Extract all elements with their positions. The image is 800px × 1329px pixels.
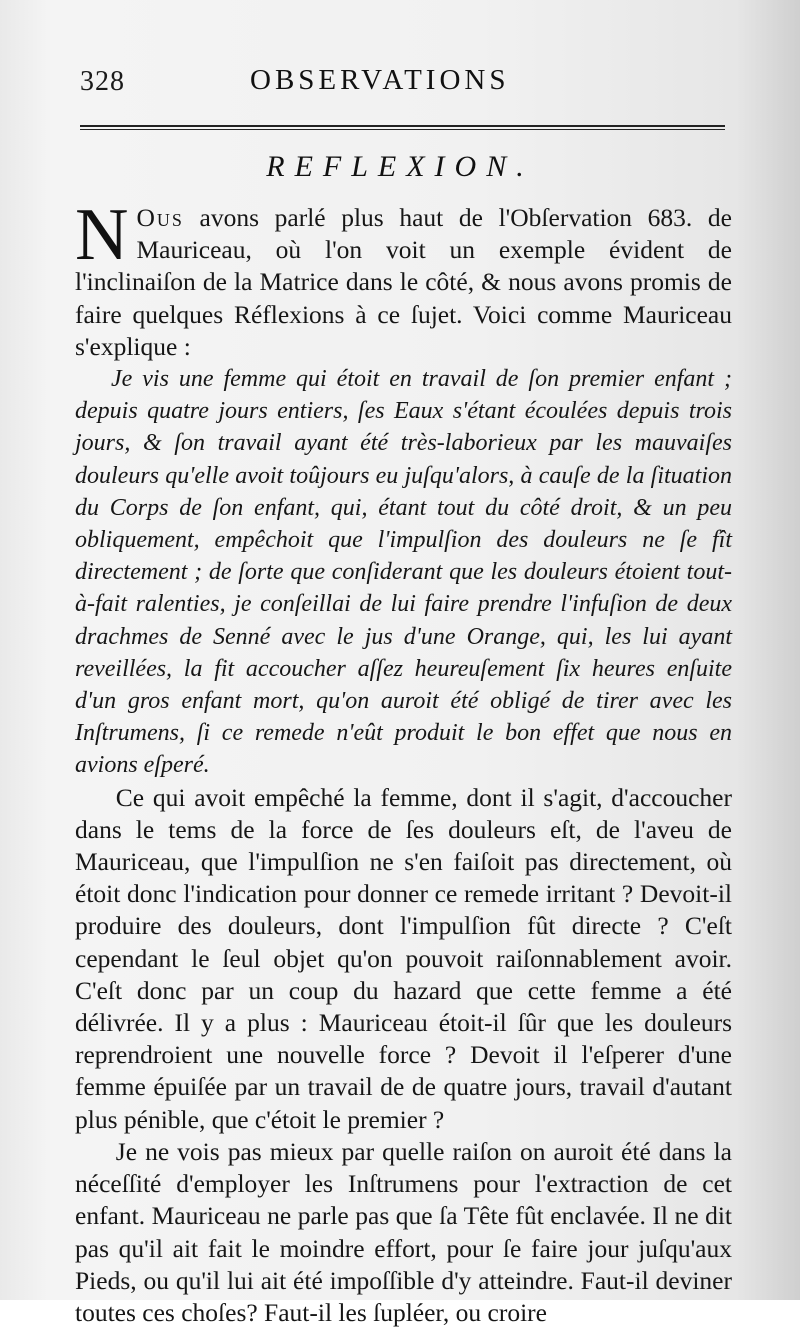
running-title: OBSERVATIONS <box>250 64 510 96</box>
page-number: 328 <box>80 66 125 97</box>
paragraph-4: Je ne vois pas mieux par quelle raiſon on auroit été dans la néceſſité d'employer les Inſtrumens pour l'extraction de cet enfant. Mauriceau ne parle pas que ſa Tête fût enclavée. Il ne dit pas qu'il ait fait le moindre effort, pour ſe faire jour juſqu'aux Pieds, ou qu'il lui ait été impoſſible d'y atteindre. Faut-il deviner toutes ces choſes? Faut-il les ſupléer, ou croire <box>75 1136 732 1327</box>
paragraph-intro-text: avons parlé plus haut de l'Obſervation 683. de Mauriceau, où l'on voit un exemple évident de l'inclinaiſon de la Matrice dans le côté, & nous avons promis de faire quelques Réflexions à ce ſujet. Voici comme Mauriceau s'explique : <box>75 203 732 361</box>
body-text <box>75 194 732 1329</box>
section-title: REFLEXION. <box>266 150 534 183</box>
page-header <box>80 62 724 102</box>
header-rule <box>80 125 725 130</box>
paragraph-3: Ce qui avoit empêché la femme, dont il s'agit, d'accoucher dans le tems de la force de ſes douleurs eſt, de l'aveu de Mauriceau, que l'impulſion ne s'en faiſoit pas directement, où étoit donc l'indication pour donner ce remede irritant ? Devoit-il produire des douleurs, dont l'impulſion fût directe ? C'eſt cependant le ſeul objet qu'on pouvoit raiſonnablement avoir. C'eſt donc par un coup du hazard que cette femme a été délivrée. Il y a plus : Mauriceau étoit-il ſûr que les douleurs reprendroient une nouvelle force ? Devoit il l'eſperer d'une femme épuiſée par un travail de de quatre jours, travail d'autant plus pénible, que c'étoit le premier ? <box>75 782 732 1134</box>
drop-cap: N <box>75 194 129 276</box>
quotation: Je vis une femme qui étoit en travail de ſon premier enfant ; depuis quatre jours entiers, ſes Eaux s'étant écoulées depuis trois jours, & ſon travail ayant été très-laborieux par les mauvaiſes douleurs qu'elle avoit toûjours eu juſqu'alors, à cauſe de la ſituation du Corps de ſon enfant, qui, étant tout du côté droit, & un peu obliquement, empêchoit que l'impulſion des douleurs ne ſe fît directement ; de ſorte que conſiderant que les douleurs étoient tout-à-fait ralenties, je conſeillai de lui faire prendre l'infuſion de deux drachmes de Senné avec le jus d'une Orange, qui, les lui ayant reveillées, la fit accoucher aſſez heureuſement ſix heures enſuite d'un gros enfant mort, qu'on auroit été obligé de tirer avec les Inſtrumens, ſi ce remede n'eût produit le bon effet que nous en avions eſperé. <box>75 366 732 779</box>
paragraph-intro <box>75 194 732 363</box>
lead-word: Ous <box>136 203 184 232</box>
